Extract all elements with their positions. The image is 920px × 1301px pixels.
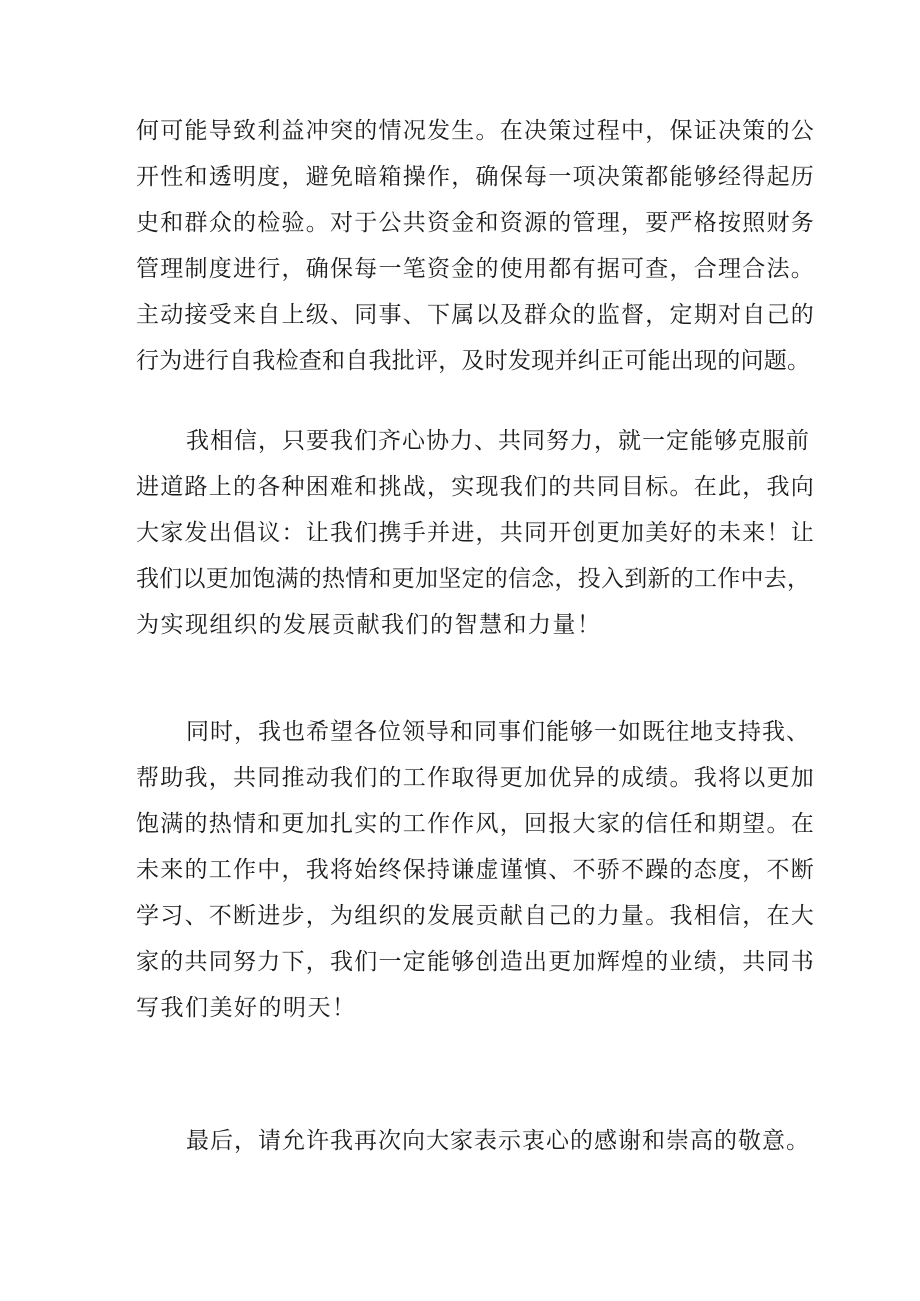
paragraph-line: 家的共同努力下，我们一定能够创造出更加辉煌的业绩，共同书 xyxy=(136,949,815,975)
paragraph-line: 史和群众的检验。对于公共资金和资源的管理，要严格按照财务 xyxy=(136,210,815,236)
paragraph-call-to-action xyxy=(136,418,816,648)
paragraph-line: 主动接受来自上级、同事、下属以及群众的监督，定期对自己的 xyxy=(136,302,815,328)
paragraph-line: 学习、不断进步，为组织的发展贡献自己的力量。我相信，在大 xyxy=(136,903,815,929)
paragraph-integrity-supervision xyxy=(136,108,816,384)
paragraph-hope-support xyxy=(136,709,816,1031)
paragraph-line: 进道路上的各种困难和挑战，实现我们的共同目标。在此，我向 xyxy=(136,474,815,500)
paragraph-line: 未来的工作中，我将始终保持谦虚谨慎、不骄不躁的态度，不断 xyxy=(136,857,815,883)
paragraph-line: 我相信，只要我们齐心协力、共同努力，就一定能够克服前 xyxy=(186,428,810,454)
paragraph-line: 写我们美好的明天！ xyxy=(136,995,357,1021)
paragraph-line: 管理制度进行，确保每一笔资金的使用都有据可查，合理合法。 xyxy=(136,256,815,282)
paragraph-line: 我们以更加饱满的热情和更加坚定的信念，投入到新的工作中去， xyxy=(136,566,811,592)
paragraph-line: 何可能导致利益冲突的情况发生。在决策过程中，保证决策的公 xyxy=(136,118,815,144)
paragraph-line: 同时，我也希望各位领导和同事们能够一如既往地支持我、 xyxy=(186,719,810,745)
paragraph-line: 帮助我，共同推动我们的工作取得更加优异的成绩。我将以更加 xyxy=(136,765,815,791)
paragraph-line: 大家发出倡议：让我们携手并进，共同开创更加美好的未来！让 xyxy=(136,520,815,546)
paragraph-line: 最后，请允许我再次向大家表示衷心的感谢和崇高的敬意。 xyxy=(186,1128,810,1154)
paragraph-closing-thanks xyxy=(136,1118,816,1164)
paragraph-line: 开性和透明度，避免暗箱操作，确保每一项决策都能够经得起历 xyxy=(136,164,815,190)
paragraph-line: 行为进行自我检查和自我批评，及时发现并纠正可能出现的问题。 xyxy=(136,348,811,374)
paragraph-line: 饱满的热情和更加扎实的工作作风，回报大家的信任和期望。在 xyxy=(136,811,815,837)
paragraph-line: 为实现组织的发展贡献我们的智慧和力量！ xyxy=(136,612,602,638)
